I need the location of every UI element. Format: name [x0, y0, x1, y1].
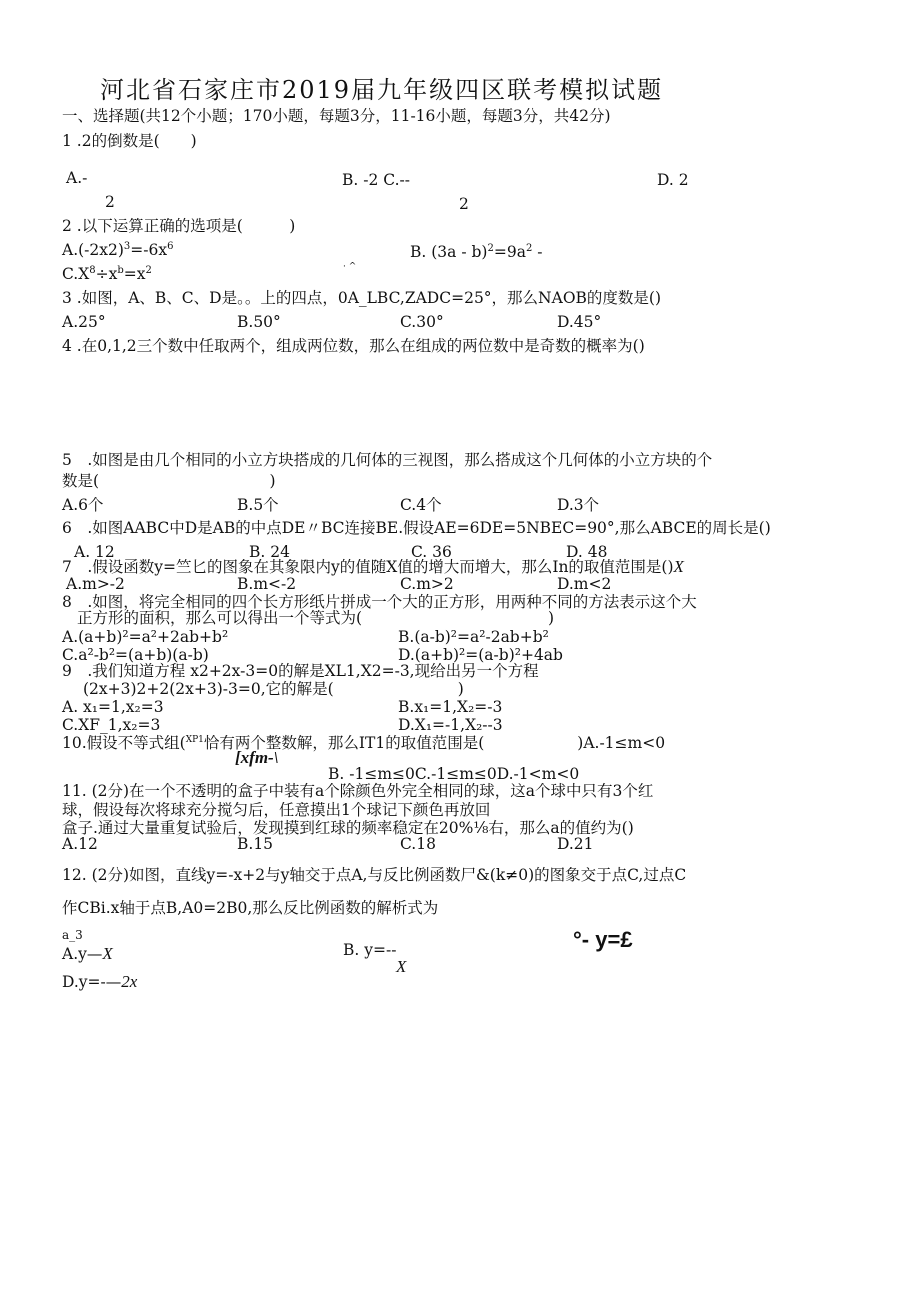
q2-b-exp2: 2 — [525, 242, 533, 254]
q2-option-a — [62, 240, 174, 260]
q2-b-part3: - — [532, 243, 543, 261]
q3-option-b: B.50° — [237, 313, 281, 331]
q2-a-part: A.(-2x2) — [62, 241, 124, 259]
q8-stem-line1: 8 .如图，将完全相同的四个长方形纸片拼成一个大的正方形，用两种不同的方法表示这个大 — [62, 593, 697, 611]
q7-option-c: C.m>2 — [400, 575, 454, 593]
q2-a-part2: =-6x — [130, 241, 168, 259]
q5-option-a: A.6个 — [62, 496, 104, 514]
q6-option-b: B. 24 — [249, 543, 290, 561]
exam-title: 河北省石家庄市2019届九年级四区联考模拟试题 — [100, 76, 664, 104]
q8-option-d: D.(a+b)²=(a-b)²+4ab — [398, 646, 563, 664]
q8-option-b: B.(a-b)²=a²-2ab+b² — [398, 628, 549, 646]
q8-stem-line2: 正方形的面积，那么可以得出一个等式为( ) — [77, 609, 555, 627]
q1-option-a-denominator: 2 — [105, 193, 115, 211]
q9-option-b: B.x₁=1,X₂=-3 — [398, 698, 503, 716]
q1-option-d: D. 2 — [657, 171, 689, 189]
q2-c-part3: =x — [123, 265, 146, 283]
q9-stem-line1: 9 .我们知道方程 x2+2x-3=0的解是XL1,X2=-3,现给出另一个方程 — [62, 662, 539, 680]
q10-options: B. -1≤m≤0C.-1≤m≤0D.-1<m<0 — [328, 765, 580, 783]
q2-c-exp: 8 — [89, 264, 96, 276]
q1-stem: 1 .2的倒数是( ) — [62, 132, 197, 150]
q5-stem-line2: 数是( ) — [62, 472, 276, 490]
q6-option-d: D. 48 — [566, 543, 608, 561]
q2-a-exp: 3 — [123, 240, 131, 252]
q9-option-a: A. x₁=1,x₂=3 — [62, 698, 164, 716]
q11-option-d: D.21 — [557, 835, 594, 853]
q12-stem-line2: 作CBi.x轴于点B,A0=2B0,那么反比例函数的解析式为 — [62, 899, 439, 917]
q5-stem-line1: 5 .如图是由几个相同的小立方块搭成的几何体的三视图，那么搭成这个几何体的小立方块的个 — [62, 451, 713, 469]
q10-stem-part: 10.假设不等式组( — [62, 734, 186, 752]
q2-b-part: B. (3a - b) — [410, 243, 488, 261]
q3-stem: 3 .如图，A、B、C、D是。。上的四点，0A_LBC,ZADC=25°，那么NAOB的度数是() — [62, 289, 662, 307]
q9-stem-line2: (2x+3)2+2(2x+3)-3=0,它的解是( ) — [83, 680, 464, 698]
q2-stray-mark: · ^ — [343, 262, 357, 272]
q10-stem-part2: 恰有两个整数解，那么IT1的取值范围是( )A.-1≤m<0 — [203, 734, 666, 752]
q7-stem-text: 7 .假设函数y=竺匕的图象在其象限内y的值随X值的增大而增大，那么In的取值范围是() — [62, 558, 674, 576]
q3-option-d: D.45° — [557, 313, 602, 331]
q7-option-a: A.m>-2 — [66, 575, 125, 593]
q12-option-d — [62, 972, 137, 992]
q2-option-c — [62, 264, 152, 284]
q2-stem: 2 .以下运算正确的选项是( ) — [62, 217, 296, 235]
q3-option-a: A.25° — [62, 313, 106, 331]
q2-c-exp3: 2 — [145, 264, 152, 276]
q1-option-a: A.- — [66, 169, 88, 187]
q5-option-c: C.4个 — [400, 496, 442, 514]
q12-d-x: 2x — [121, 972, 138, 991]
q3-option-c: C.30° — [400, 313, 444, 331]
q4-stem: 4 .在0,1,2三个数中任取两个，组成两位数，那么在组成的两位数中是奇数的概率为() — [62, 337, 645, 355]
q11-stem-line3: 盒子.通过大量重复试验后，发现摸到红球的频率稳定在20%⅛右，那么a的值约为() — [62, 819, 634, 837]
q10-inequality-fragment: [xfm-\ — [235, 748, 279, 767]
q12-d-text: D.y=-— — [62, 973, 122, 991]
q2-c-exp2: b — [117, 264, 124, 276]
q12-a-x: X — [102, 944, 113, 963]
q5-option-d: D.3个 — [557, 496, 600, 514]
q2-b-exp: 2 — [487, 242, 494, 254]
q9-option-d: D.X₁=-1,X₂--3 — [398, 716, 503, 734]
q5-option-b: B.5个 — [237, 496, 279, 514]
q6-option-c: C. 36 — [411, 543, 452, 561]
q6-option-a: A. 12 — [74, 543, 115, 561]
q2-b-part2: =9a — [493, 243, 526, 261]
q2-a-exp2: 6 — [167, 240, 174, 252]
q1-option-c-denominator: 2 — [459, 195, 469, 213]
q11-stem-line1: 11. (2分)在一个不透明的盒子中装有a个除颜色外完全相同的球，这a个球中只有3个红 — [62, 782, 654, 800]
q8-option-c: C.a²-b²=(a+b)(a-b) — [62, 646, 209, 664]
q12-option-c: °- y=£ — [573, 927, 633, 952]
q2-option-b — [410, 242, 542, 262]
q7-option-d: D.m<2 — [557, 575, 612, 593]
q12-option-b: B. y=-- — [343, 941, 397, 959]
q8-option-a: A.(a+b)²=a²+2ab+b² — [62, 628, 229, 646]
q7-option-b: B.m<-2 — [237, 575, 297, 593]
q12-option-a — [62, 944, 113, 964]
q12-a-text: A.y— — [62, 945, 103, 963]
q1-option-bc: B. -2 C.-- — [342, 171, 410, 189]
q12-option-a-numerator: a_3 — [62, 928, 83, 942]
q2-c-part2: ÷x — [95, 265, 118, 283]
q11-option-b: B.15 — [237, 835, 274, 853]
q11-stem-line2: 球，假设每次将球充分搅匀后，任意摸出1个球记下颜色再放回 — [62, 801, 491, 819]
q11-option-c: C.18 — [400, 835, 436, 853]
q9-option-c: C.XF_1,x₂=3 — [62, 716, 161, 734]
q11-option-a: A.12 — [62, 835, 98, 853]
q7-stem-x: X — [673, 557, 684, 576]
q10-stem — [62, 733, 665, 753]
q12-option-b-denominator: X — [396, 957, 407, 976]
q6-stem: 6 .如图AABC中D是AB的中点DE〃BC连接BE.假设AE=6DE=5NBEC=90°,那么ABCE的周长是() — [62, 519, 771, 537]
section1-header: 一、选择题(共12个小题；170小题，每题3分，11-16小题，每题3分，共42分) — [62, 107, 611, 125]
q2-c-part: C.X — [62, 265, 90, 283]
q12-stem-line1: 12. (2分)如图，直线y=-x+2与y轴交于点A,与反比例函数尸&(k≠0)的图象交于点C,过点C — [62, 866, 687, 884]
q10-stem-sup: XP1 — [185, 734, 204, 745]
